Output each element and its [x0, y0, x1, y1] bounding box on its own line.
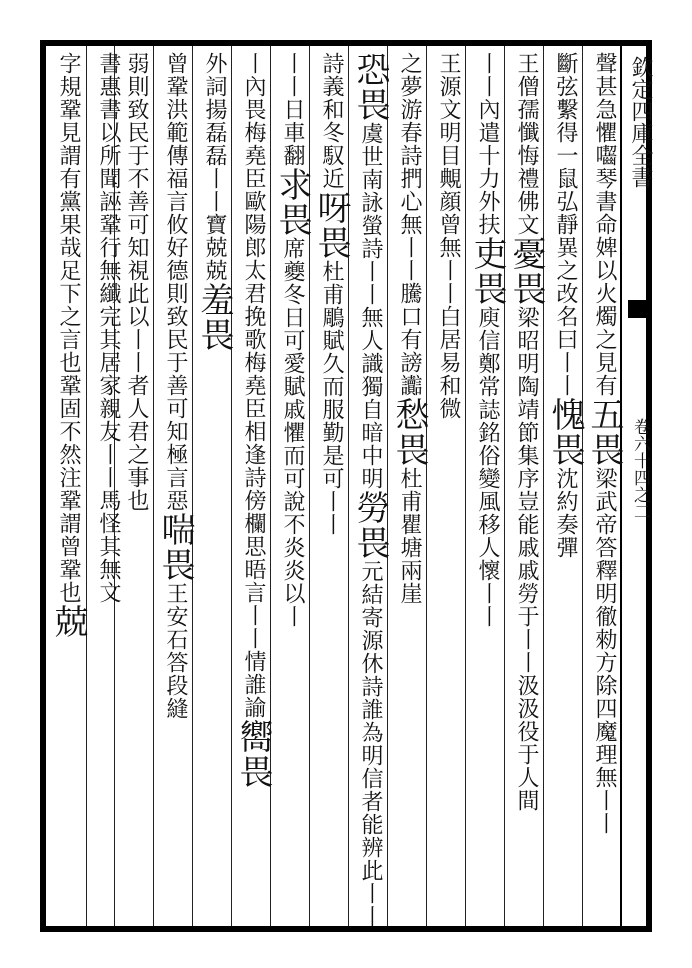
headword: 五畏	[584, 397, 624, 467]
column-text: 字規鞏見謂有黨果哉足下之言也鞏固不然注鞏謂曾鞏也	[56, 52, 81, 604]
headword: 愧畏	[545, 397, 585, 467]
column-text: 書惠書以所聞誣鞏行無纖完其居家親友丨丨馬怪其無文	[96, 52, 121, 604]
headword: 嚮畏	[233, 719, 273, 789]
text-column	[584, 52, 624, 835]
headword: 羞畏	[194, 282, 234, 352]
column-text: 詩義和冬馭近	[319, 52, 344, 190]
headword: 愁畏	[389, 397, 429, 467]
column-text: 曾鞏洪範傳福言攸好德則致民于善可知極言惡	[163, 52, 188, 512]
column-text: 聲甚急懼囓琴書命婢以火燭之見有	[592, 52, 617, 397]
frame-top-border	[40, 40, 652, 46]
headword-note: 沈約奏彈	[553, 467, 578, 559]
headword-note: 虞世南詠螢詩丨丨無人識獨自暗中明	[358, 122, 383, 490]
text-column	[155, 52, 195, 720]
margin-volume: 卷六十四之二	[630, 418, 650, 520]
column-text: 丨丨日車翻	[280, 52, 305, 167]
headword-note: 杜甫瞿塘兩崖	[397, 467, 422, 605]
headword: 憂畏	[506, 236, 546, 306]
headword-note: 元結寄源休詩誰為明信者能辨此丨丨	[358, 560, 383, 928]
column-text: 丨丨內遣十力外扶	[475, 52, 500, 236]
column-text: 丨	[241, 52, 266, 75]
headword-note: 庾信鄭常誌銘俗變風移人懷丨丨	[475, 306, 500, 628]
headword-note: 杜甫鵰賦久而服勤是可丨丨	[319, 260, 344, 536]
headword-note: 席夔冬日可愛賦戚懼而可說不炎炎以丨	[280, 237, 305, 628]
headword-note: 梁昭明陶靖節集序豈能戚戚勞于丨丨汲汲役于人間	[514, 306, 539, 812]
headword: 吏畏	[467, 236, 507, 306]
text-column	[311, 52, 351, 536]
column-text: 外詞揚磊磊丨丨寶兢兢	[202, 52, 227, 282]
text-column	[272, 52, 312, 628]
text-column	[545, 52, 585, 559]
margin-book-title: 欽定四庫全書	[628, 56, 653, 188]
text-column	[233, 52, 273, 789]
headword: 喘畏	[155, 512, 195, 582]
text-column	[350, 52, 390, 928]
text-column	[48, 52, 88, 639]
text-column	[88, 52, 128, 604]
column-text: 弱則致民于不善可知視此以丨丨者人君之事也	[124, 52, 149, 512]
column-text: 斷弦繫得一鼠弘靜異之改名曰丨丨	[553, 52, 578, 397]
column-text: 之夢游春詩捫心無丨丨騰口有謗讟	[397, 52, 422, 397]
headword: 勞畏	[350, 490, 390, 560]
headword-note: 梅堯臣相逢詩傍欄思晤言丨丨情誰諭	[241, 351, 266, 719]
text-column	[467, 52, 507, 628]
column-text: 王源文明目覥顔曾無丨丨白居易和微	[436, 52, 461, 420]
headword: 兢	[48, 604, 88, 639]
headword: 呀畏	[311, 190, 351, 260]
headword: 恐畏	[350, 52, 390, 122]
frame-left-border	[40, 40, 46, 932]
headword-note: 梁武帝答釋明徹勑方除四魔理無丨丨	[592, 467, 617, 835]
headword-note: 王安石答段縫	[163, 582, 188, 720]
text-column	[194, 52, 234, 352]
text-column	[428, 52, 468, 420]
headword: 求畏	[272, 167, 312, 237]
column-text: 王僧孺懺悔禮佛文	[514, 52, 539, 236]
column-text: 內畏梅堯臣歐陽郎太君挽歌	[241, 75, 266, 351]
fish-tail-mark	[628, 300, 652, 318]
frame-bottom-border	[40, 926, 652, 932]
text-column	[506, 52, 546, 812]
text-column	[389, 52, 429, 605]
